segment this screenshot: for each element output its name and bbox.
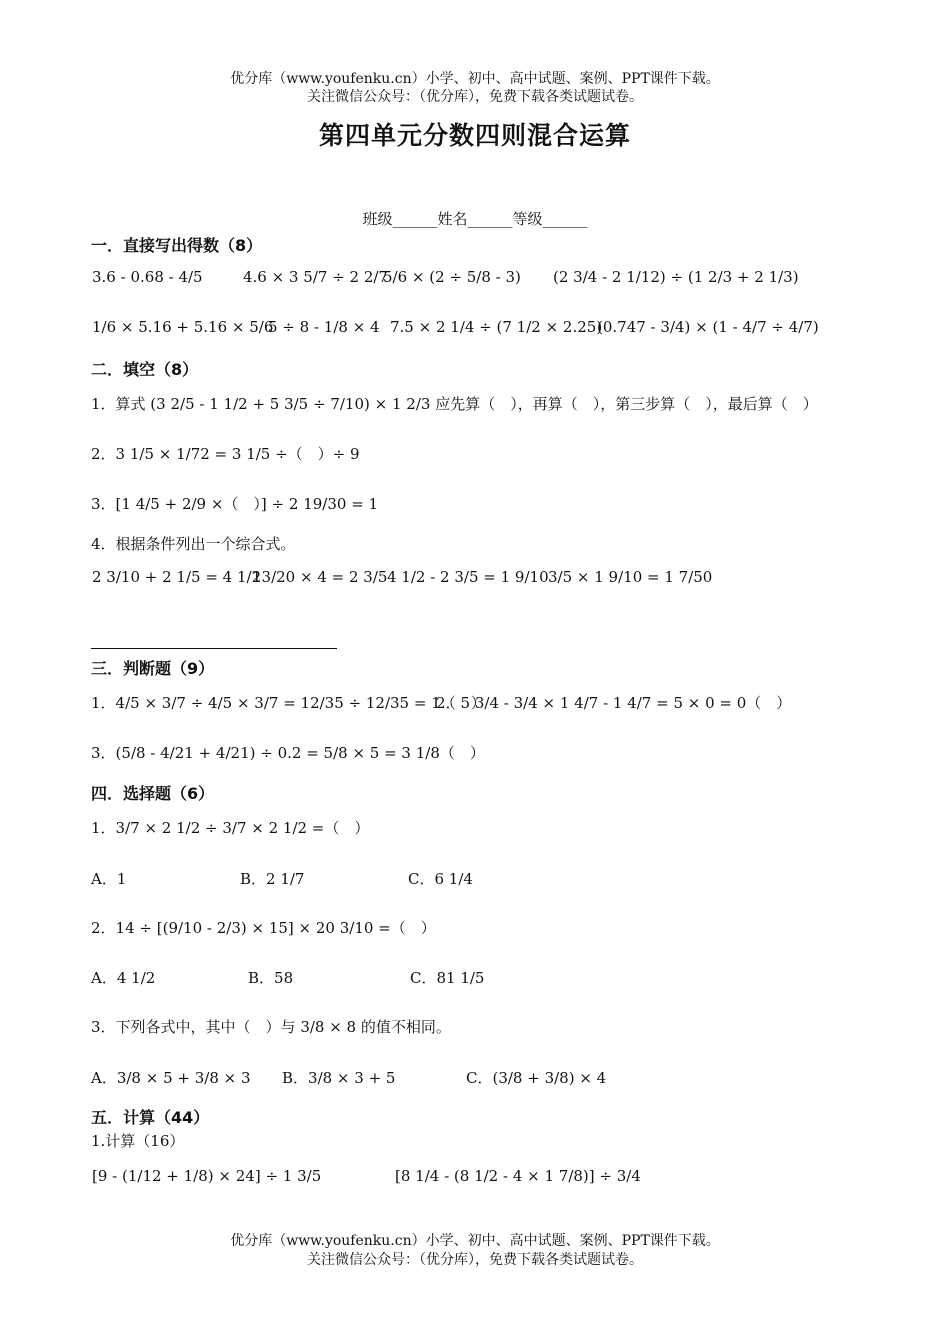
- s1-item-5: 1/6 × 5.16 + 5.16 × 5/6: [92, 318, 274, 336]
- s2-q4-item-2: 13/20 × 4 = 2 3/5: [252, 568, 388, 586]
- section-3-title: 三．判断题（9）: [91, 659, 215, 678]
- s3-question-3: 3．(5/8 - 4/21 + 4/21) ÷ 0.2 = 5/8 × 5 = 3 1/8（ ）: [91, 744, 485, 762]
- footer-line-2: 关注微信公众号：（优分库），免费下载各类试题试卷。: [307, 1252, 643, 1268]
- s4-q3-option-b: B．3/8 × 3 + 5: [282, 1069, 396, 1087]
- s4-question-3: 3．下列各式中，其中（ ）与 3/8 × 8 的值不相同。: [91, 1018, 451, 1036]
- s2-q4-item-3: 4 1/2 - 2 3/5 = 1 9/10: [387, 568, 549, 586]
- s1-item-1: 3.6 - 0.68 - 4/5: [92, 268, 203, 286]
- s4-q3-option-a: A．3/8 × 5 + 3/8 × 3: [91, 1069, 251, 1087]
- section-2-title: 二．填空（8）: [91, 360, 199, 379]
- answer-line: [91, 648, 337, 649]
- s4-question-1: 1．3/7 × 2 1/2 ÷ 3/7 × 2 1/2 =（ ）: [91, 819, 370, 837]
- s1-item-7: 7.5 × 2 1/4 ÷ (7 1/2 × 2.25): [390, 318, 603, 336]
- s2-question-2: 2．3 1/5 × 1/72 = 3 1/5 ÷（ ）÷ 9: [91, 445, 360, 463]
- s3-question-2: 2．5 3/4 - 3/4 × 1 4/7 - 1 4/7 = 5 × 0 = 0（ ）: [436, 694, 792, 712]
- student-info: 班级______姓名______等级______: [362, 210, 588, 228]
- s4-question-2: 2．14 ÷ [(9/10 - 2/3) × 15] × 20 3/10 =（ ）: [91, 919, 436, 937]
- s4-q2-option-c: C．81 1/5: [410, 969, 485, 987]
- header-line-1: 优分库（www.youfenku.cn）小学、初中、高中试题、案例、PPT课件下载。: [230, 71, 720, 87]
- page-title: 第四单元分数四则混合运算: [318, 121, 631, 150]
- s2-q4-item-1: 2 3/10 + 2 1/5 = 4 1/2: [92, 568, 262, 586]
- s4-q1-option-a: A．1: [91, 870, 127, 888]
- s5-item-2: [8 1/4 - (8 1/2 - 4 × 1 7/8)] ÷ 3/4: [395, 1167, 641, 1185]
- s5-item-1: [9 - (1/12 + 1/8) × 24] ÷ 1 3/5: [92, 1167, 322, 1185]
- s4-q2-option-a: A．4 1/2: [91, 969, 156, 987]
- s2-question-3: 3．[1 4/5 + 2/9 ×（ ）] ÷ 2 19/30 = 1: [91, 495, 379, 513]
- s3-question-1: 1．4/5 × 3/7 ÷ 4/5 × 3/7 = 12/35 ÷ 12/35 = 1（ ）: [91, 694, 486, 712]
- s4-q1-option-c: C．6 1/4: [408, 870, 473, 888]
- section-4-title: 四．选择题（6）: [91, 784, 215, 803]
- s1-item-3: 5/6 × (2 ÷ 5/8 - 3): [383, 268, 521, 286]
- s5-subtitle: 1.计算（16）: [91, 1132, 185, 1150]
- section-5-title: 五．计算（44）: [91, 1108, 210, 1127]
- s4-q2-option-b: B．58: [248, 969, 294, 987]
- footer-line-1: 优分库（www.youfenku.cn）小学、初中、高中试题、案例、PPT课件下载。: [230, 1233, 720, 1249]
- s4-q3-option-c: C．(3/8 + 3/8) × 4: [466, 1069, 607, 1087]
- s1-item-2: 4.6 × 3 5/7 ÷ 2 2/7: [243, 268, 388, 286]
- s1-item-4: (2 3/4 - 2 1/12) ÷ (1 2/3 + 2 1/3): [553, 268, 799, 286]
- s4-q1-option-b: B．2 1/7: [240, 870, 305, 888]
- s1-item-8: (0.747 - 3/4) × (1 - 4/7 ÷ 4/7): [597, 318, 819, 336]
- s2-question-4: 4．根据条件列出一个综合式。: [91, 535, 296, 553]
- s2-question-1: 1．算式 (3 2/5 - 1 1/2 + 5 3/5 ÷ 7/10) × 1 2/3 应先算（ ），再算（ ），第三步算（ ），最后算（ ）: [91, 395, 818, 413]
- section-1-title: 一．直接写出得数（8）: [91, 236, 263, 255]
- s1-item-6: 5 ÷ 8 - 1/8 × 4: [268, 318, 380, 336]
- header-line-2: 关注微信公众号：（优分库），免费下载各类试题试卷。: [307, 89, 643, 105]
- s2-q4-item-4: 3/5 × 1 9/10 = 1 7/50: [548, 568, 713, 586]
